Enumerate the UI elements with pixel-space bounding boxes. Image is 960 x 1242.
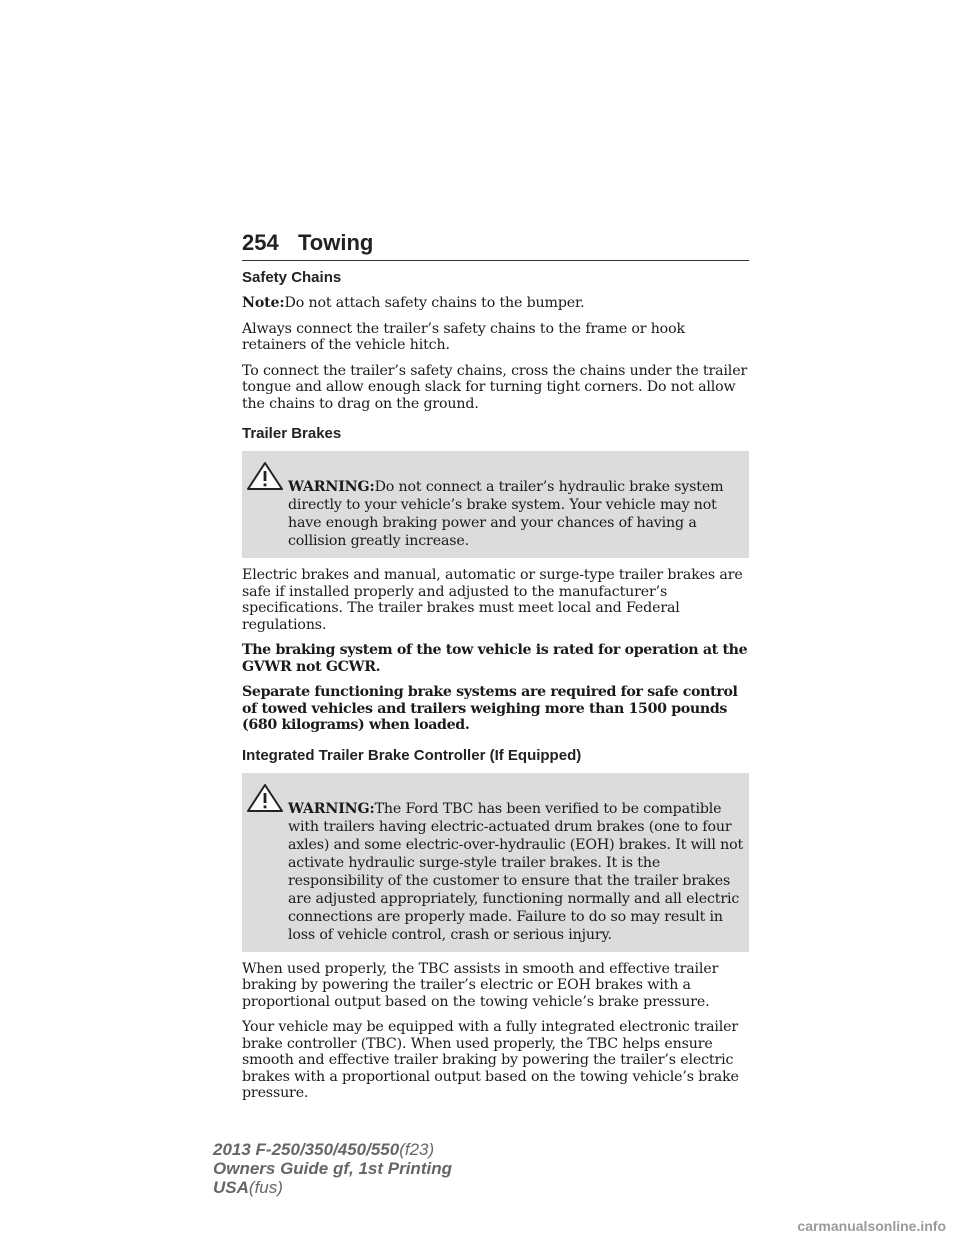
watermark: carmanualsonline.info: [797, 1218, 946, 1234]
footer-line-1: [213, 1140, 452, 1159]
warning-label: WARNING:: [288, 479, 375, 495]
warning-text: The Ford TBC has been verified to be compatible with trailers having electric-actuated drum brakes (one to four axles) and some electric-over-hydraulic (EOH) brakes. It will not activate hydraulic surge-style trailer brakes. It is the responsibility of the customer to ensure that the trailer brakes are adjusted appropriately, functioning normally and all electric connections are properly made. Failure to do so may result in loss of vehicle control, crash or serious injury.: [288, 800, 744, 943]
warning-triangle-icon: [244, 461, 286, 491]
warning-paragraph: [244, 781, 745, 944]
integrated-tbc-para-1: When used properly, the TBC assists in smooth and effective trailer braking by powering the trailer’s electric or EOH brakes with a proportional output based on the towing vehicle’s brake pressure.: [242, 960, 719, 1010]
note-label: Note:: [242, 295, 285, 311]
integrated-tbc-heading: Integrated Trailer Brake Controller (If Equipped): [242, 746, 582, 764]
warning-icon-holder: [244, 459, 288, 491]
chapter-title: Towing: [298, 230, 374, 255]
page-content: [242, 268, 749, 1111]
warning-icon-holder: [244, 781, 288, 813]
trailer-brakes-bold-1: The braking system of the tow vehicle is rated for operation at the GVWR not GCWR.: [242, 642, 748, 675]
footer-model-code: (f23): [399, 1140, 435, 1159]
document-footer: [213, 1140, 452, 1197]
safety-chains-para-1: Always connect the trailer’s safety chains to the frame or hook retainers of the vehicle hitch.: [242, 320, 685, 353]
warning-label: WARNING:: [288, 800, 375, 817]
safety-chains-note: [242, 295, 749, 312]
trailer-brakes-bold-2: Separate functioning brake systems are required for safe control of towed vehicles and trailers weighing more than 1500 pounds (680 kilograms) when loaded.: [242, 684, 738, 733]
integrated-tbc-para-2: Your vehicle may be equipped with a fully integrated electronic trailer brake controller (TBC). When used properly, the TBC helps ensure smooth and effective trailer braking by powering the trailer’s electric brakes with a proportional output based on the towing vehicle’s brake pressure.: [242, 1019, 739, 1101]
safety-chains-heading: Safety Chains: [242, 269, 342, 286]
footer-market-code: (fus): [248, 1178, 283, 1197]
page-header: [242, 228, 749, 261]
warning-paragraph: [244, 459, 745, 550]
trailer-brakes-heading: Trailer Brakes: [242, 425, 342, 442]
footer-market: USA: [213, 1178, 249, 1197]
footer-model: 2013 F-250/350/450/550: [213, 1140, 400, 1159]
note-text: Do not attach safety chains to the bumper.: [284, 295, 585, 311]
trailer-brakes-warning: [242, 451, 749, 558]
footer-line-2: Owners Guide gf, 1st Printing: [213, 1159, 452, 1178]
footer-line-3: [213, 1178, 452, 1197]
warning-triangle-icon: [244, 783, 286, 813]
page-number: 254: [242, 230, 279, 255]
safety-chains-para-2: To connect the trailer’s safety chains, cross the chains under the trailer tongue and allow enough slack for turning tight corners. Do not allow the chains to drag on the ground.: [242, 362, 748, 412]
trailer-brakes-para-1: Electric brakes and manual, automatic or surge-type trailer brakes are safe if installed properly and adjusted to the manufacturer’s specifications. The trailer brakes must meet local and Federal regulations.: [242, 567, 743, 633]
warning-text: Do not connect a trailer’s hydraulic brake system directly to your vehicle’s brake system. Your vehicle may not have enough braking power and your chances of having a collision greatly increase.: [288, 479, 724, 549]
integrated-tbc-warning: [242, 773, 749, 952]
